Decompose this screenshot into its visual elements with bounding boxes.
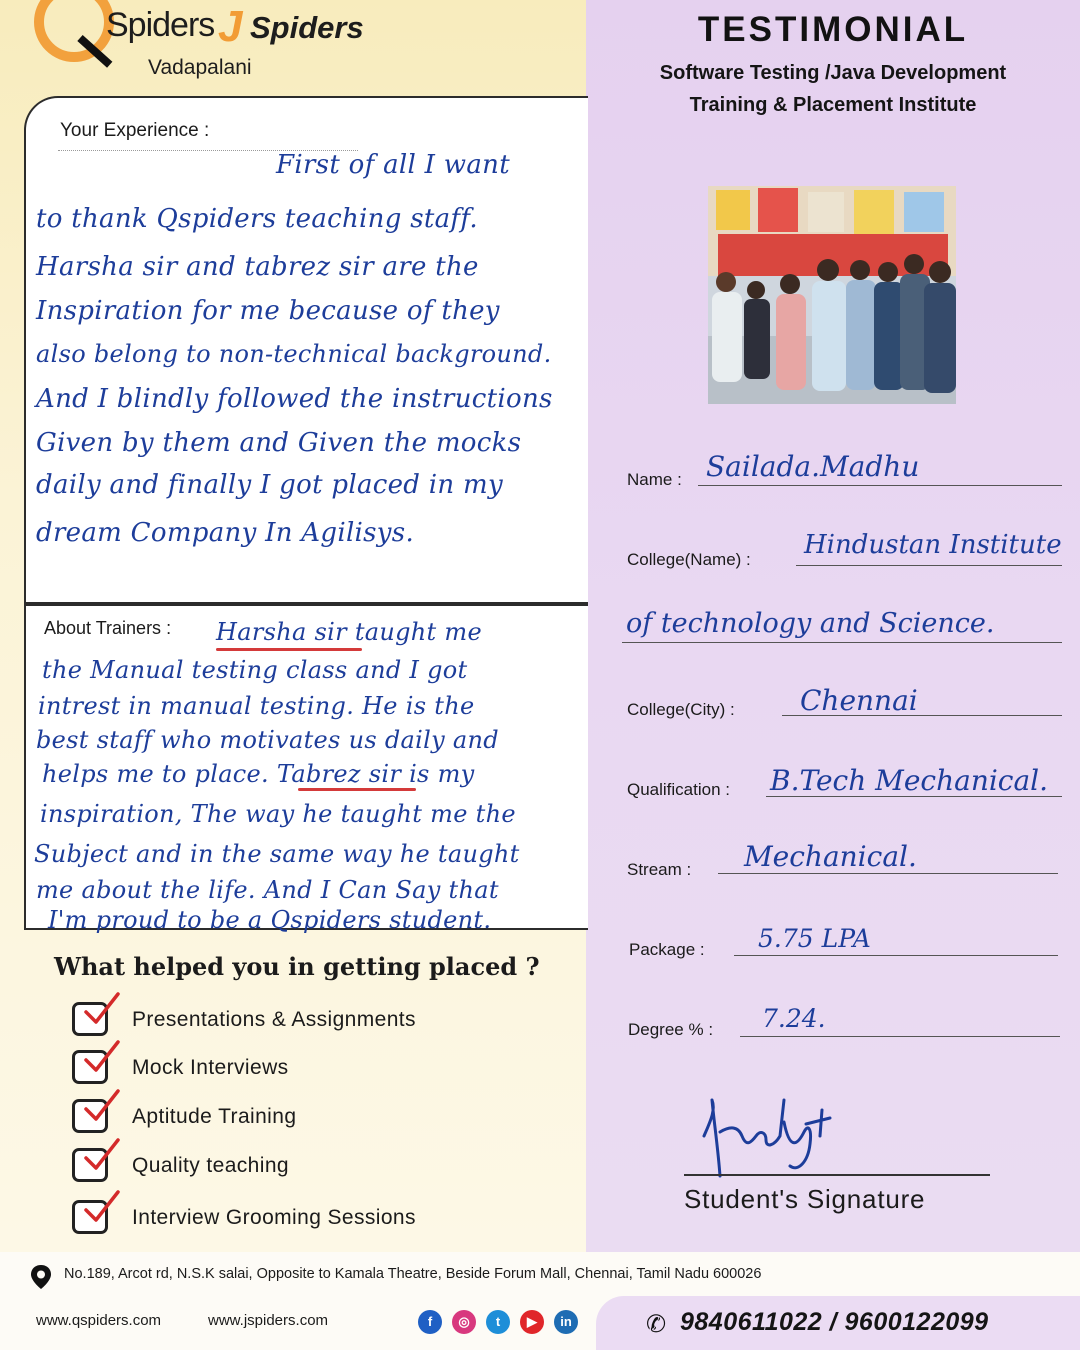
degree-rule [740,1036,1060,1037]
experience-line: First of all I want [276,150,510,180]
trainers-line: best staff who motivates us daily and [36,726,499,754]
college-city-label: College(City) : [627,700,735,719]
checkmark-icon [80,1188,122,1228]
page-title: TESTIMONIAL [697,10,969,49]
college-name-value-line1: Hindustan Institute [804,530,1062,560]
degree-value: 7.24. [762,1004,826,1033]
checklist-item[interactable] [72,1000,552,1040]
checklist-item-label: Mock Interviews [132,1056,289,1079]
checklist-item-label: Quality teaching [132,1154,289,1177]
checklist-item-label: Presentations & Assignments [132,1008,416,1031]
experience-line: also belong to non-technical background. [36,340,552,368]
checklist-question: What helped you in getting placed ? [54,952,540,981]
twitter-icon[interactable]: t [486,1310,510,1334]
checkmark-icon [80,1038,122,1078]
name-rule [698,485,1062,486]
underline-mark [216,648,362,651]
trainers-line: the Manual testing class and I got [42,656,468,684]
trainers-line: intrest in manual testing. He is the [38,692,475,720]
checklist-item[interactable] [72,1097,552,1137]
underline-mark [298,788,416,791]
college-name-rule [796,565,1062,566]
trainers-line: Harsha sir taught me [216,618,482,646]
facebook-icon[interactable]: f [418,1310,442,1334]
signature-rule [684,1174,990,1176]
name-value: Sailada.Madhu [706,450,920,483]
phone-numbers[interactable]: 9840611022 / 9600122099 [680,1308,989,1336]
qualification-value: B.Tech Mechanical. [770,764,1049,797]
checklist-item[interactable] [72,1146,552,1186]
experience-line: to thank Qspiders teaching staff. [36,204,478,234]
experience-line: And I blindly followed the instructions [36,384,553,414]
branch-name: Vadapalani [148,56,252,79]
page-subtitle-line2: Training & Placement Institute [689,94,977,116]
phone-icon: ✆ [646,1311,667,1338]
checklist-item[interactable] [72,1198,552,1238]
instagram-icon[interactable]: ◎ [452,1310,476,1334]
stream-value: Mechanical. [744,840,917,873]
trainers-line: helps me to place. Tabrez sir is my [42,760,475,788]
jspiders-website-link[interactable]: www.jspiders.com [208,1312,329,1329]
trainers-line: inspiration, The way he taught me the [40,800,516,828]
trainers-line: I'm proud to be a Qspiders student. [48,906,492,934]
degree-label: Degree % : [628,1020,714,1039]
college-name-value-line2: of technology and Science. [626,608,995,639]
experience-label: Your Experience : [60,120,210,141]
stream-rule [718,873,1058,874]
checkmark-icon [80,1136,122,1176]
experience-line: daily and finally I got placed in my [36,470,503,500]
student-group-photo [708,186,956,404]
trainers-label: About Trainers : [44,618,172,638]
trainers-line: me about the life. And I Can Say that [36,876,499,904]
linkedin-icon[interactable]: in [554,1310,578,1334]
page-subtitle-line1: Software Testing /Java Development [659,62,1007,84]
qspiders-wordmark: Spiders [106,6,215,44]
checkmark-icon [80,990,122,1030]
experience-line: Harsha sir and tabrez sir are the [36,252,479,282]
youtube-icon[interactable]: ▶ [520,1310,544,1334]
checkmark-icon [80,1087,122,1127]
experience-line: Inspiration for me because of they [36,296,500,326]
name-label: Name : [627,470,682,489]
checklist-item-label: Aptitude Training [132,1105,297,1128]
location-pin-icon [30,1264,52,1290]
college-name-rule-2 [622,642,1062,643]
college-name-label: College(Name) : [627,550,751,569]
stream-label: Stream : [627,860,692,879]
package-value: 5.75 LPA [758,924,871,953]
experience-line: Given by them and Given the mocks [36,428,522,458]
package-label: Package : [629,940,705,959]
qualification-label: Qualification : [627,780,730,799]
checklist-item[interactable] [72,1048,552,1088]
signature-label: Student's Signature [684,1184,926,1214]
student-signature [694,1092,854,1178]
jspiders-wordmark: Spiders [250,10,364,45]
experience-line: dream Company In Agilisys. [36,518,415,548]
trainers-line: Subject and in the same way he taught [34,840,520,868]
jspiders-j-glyph: J [218,2,243,51]
qspiders-website-link[interactable]: www.qspiders.com [36,1312,162,1329]
address-text: No.189, Arcot rd, N.S.K salai, Opposite to Kamala Theatre, Beside Forum Mall, Chennai, Tamil Nadu 600026 [64,1266,762,1282]
checklist-item-label: Interview Grooming Sessions [132,1206,416,1229]
college-city-value: Chennai [800,684,918,717]
package-rule [734,955,1058,956]
